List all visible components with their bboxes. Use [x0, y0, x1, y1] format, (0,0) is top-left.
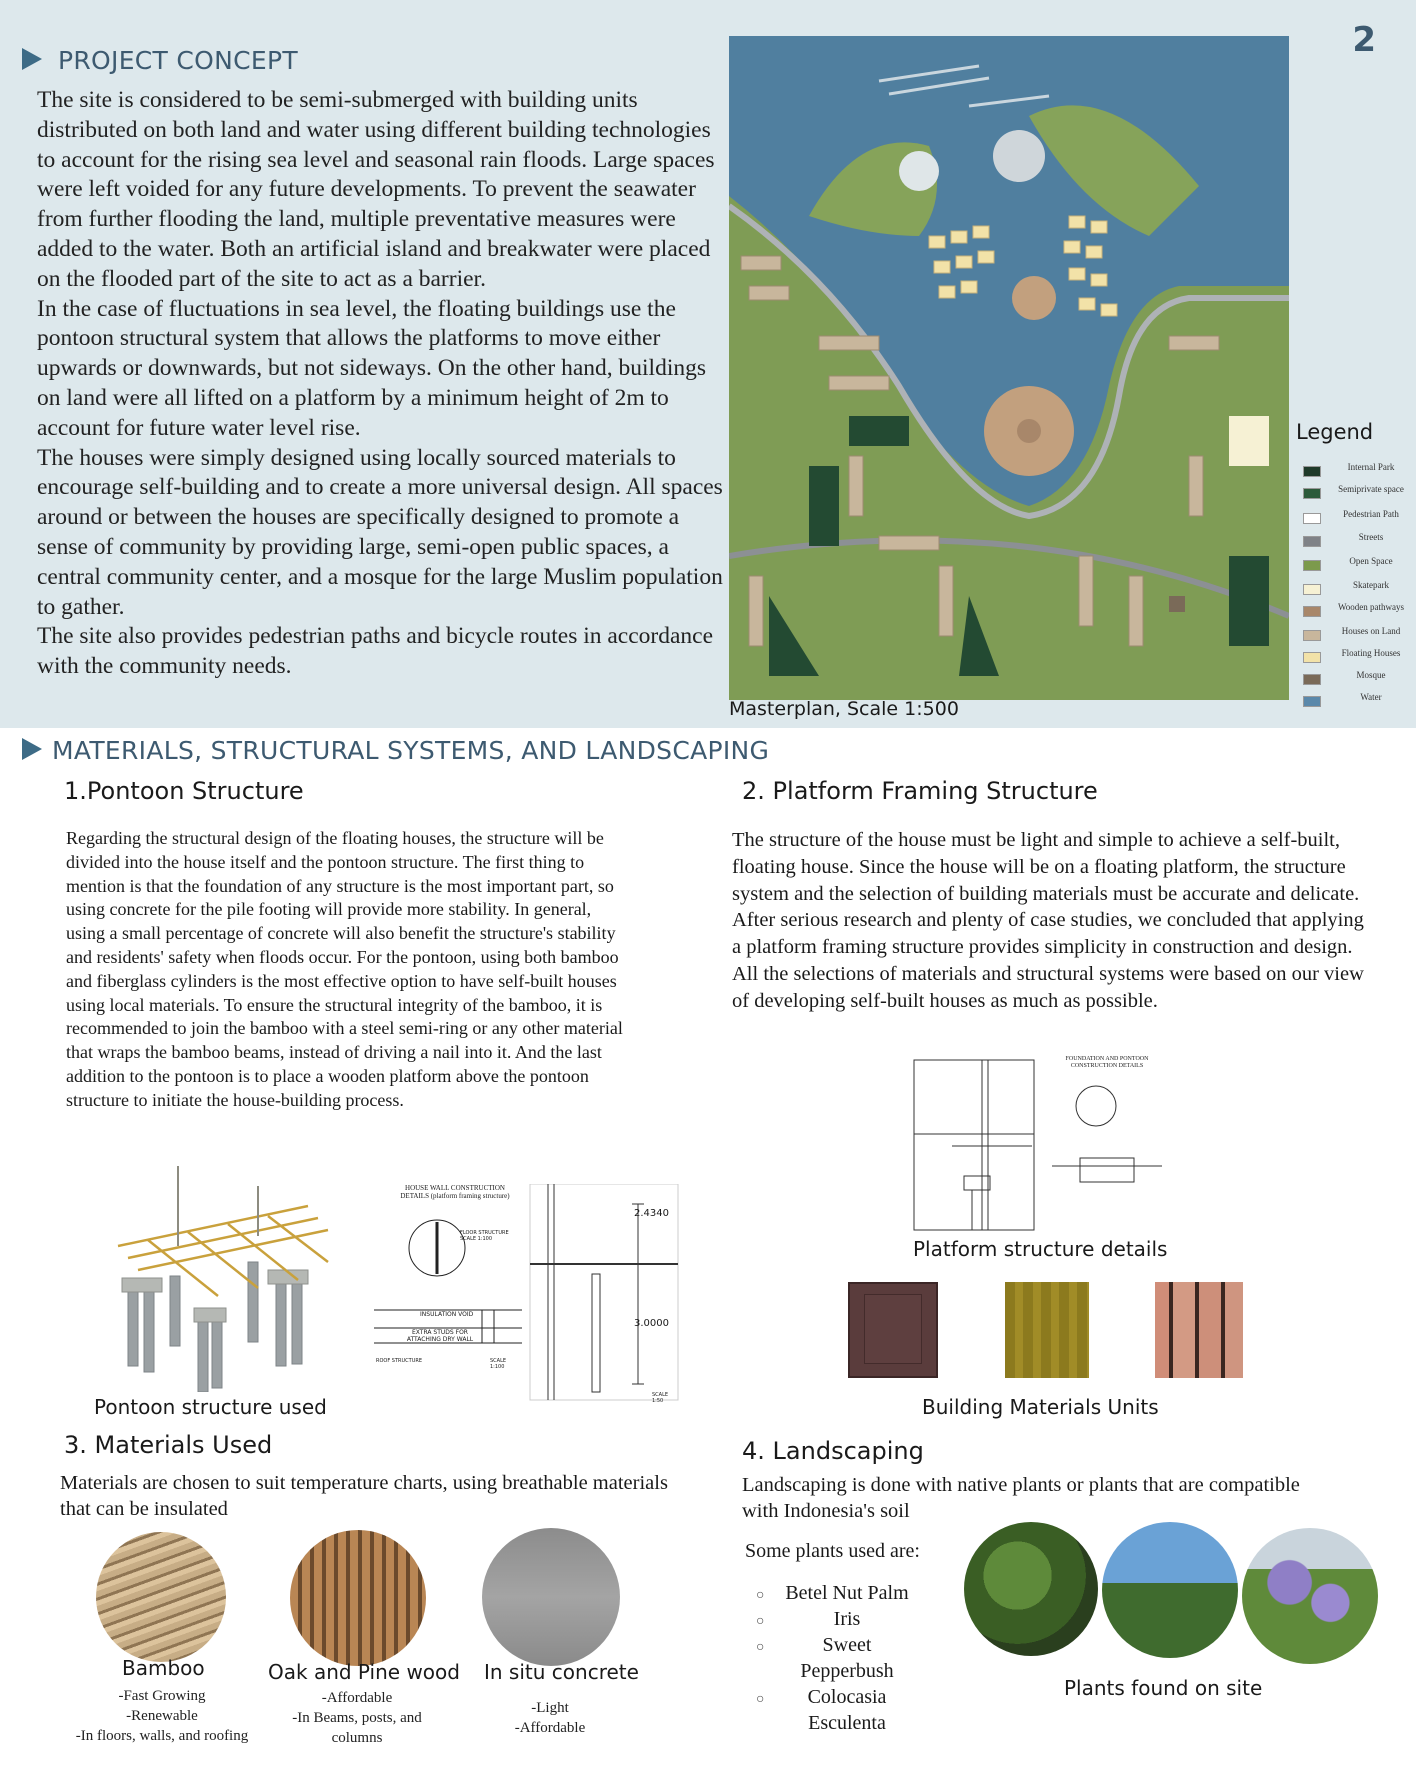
legend-swatch — [1303, 584, 1321, 595]
roof-structure-label: ROOF STRUCTURE — [376, 1358, 423, 1364]
legend-label: Pedestrian Path — [1343, 509, 1399, 519]
platform-details-drawing — [912, 1056, 1172, 1238]
legend-item — [1303, 580, 1415, 600]
legend-title: Legend — [1296, 420, 1374, 444]
material-note: -Renewable — [126, 1708, 198, 1724]
iris-photo — [1242, 1528, 1378, 1664]
material-notes — [62, 1686, 262, 1746]
platform-number: 2. — [742, 777, 765, 805]
platform-details-svg — [912, 1056, 1172, 1238]
legend-swatch — [1303, 630, 1321, 641]
material-notes — [262, 1688, 452, 1748]
bullet-icon: ○ — [756, 1640, 765, 1655]
platform-title: Platform Framing Structure — [772, 777, 1098, 805]
legend-label: Streets — [1358, 532, 1384, 542]
material-note: -In Beams, posts, and — [292, 1710, 422, 1726]
legend-label: Open Space — [1349, 556, 1393, 566]
legend-label: Semiprivate space — [1338, 484, 1404, 494]
bullet-icon: ○ — [756, 1588, 765, 1603]
material-note: -Light — [531, 1700, 569, 1716]
masterplan-caption: Masterplan, Scale 1:500 — [729, 698, 959, 720]
materials-used-title: Materials Used — [94, 1431, 273, 1459]
concept-title: PROJECT CONCEPT — [58, 46, 298, 75]
legend-swatch — [1303, 513, 1321, 524]
legend-label: Floating Houses — [1341, 648, 1401, 658]
pontoon-body: Regarding the structural design of the floating houses, the structure will be divided into the house itself and the pontoon structure. The first thing to mention is that the foundation of any structure is the most important part, so using concrete for the pile footing will provide more stability. In general, using a small percentage of concrete will also benefit the structure's stability and residents' safety when floods occur. For the pontoon, using both bamboo and fiberglass cylinders is the most effective option to have self-built houses using local materials. To ensure the structural integrity of the bamboo, it is recommended to join the bamboo with a steel semi-ring or any other material that wraps the bamboo beams, instead of driving a nail into it. And the last addition to the pontoon is to place a wooden platform above the pontoon structure to initiate the house-building process. — [66, 828, 623, 1110]
plants-list — [752, 1580, 942, 1736]
legend-item — [1303, 626, 1415, 646]
concrete-photo — [482, 1528, 620, 1666]
legend-swatch — [1303, 536, 1321, 547]
pontoon-number: 1. — [64, 777, 87, 805]
materials-used-number: 3. — [64, 1431, 87, 1459]
legend-swatch — [1303, 466, 1321, 477]
list-item — [752, 1580, 942, 1606]
material-note: columns — [331, 1730, 383, 1746]
materials-section-title: MATERIALS, STRUCTURAL SYSTEMS, AND LANDSCAPING — [52, 736, 770, 765]
section-dimension-drawing — [528, 1184, 680, 1402]
concept-paragraph: The site also provides pedestrian paths and bicycle routes in accordance with the community needs. — [37, 623, 714, 680]
material-swatch-bamboo — [1005, 1282, 1089, 1378]
legend-label: Skatepark — [1353, 580, 1389, 590]
bullet-icon: ○ — [756, 1614, 765, 1629]
legend-item — [1303, 602, 1415, 622]
pontoon-title: Pontoon Structure — [86, 777, 304, 805]
insulation-label: INSULATION VOID — [420, 1311, 474, 1318]
building-materials-caption: Building Materials Units — [922, 1395, 1159, 1419]
material-name: Bamboo — [122, 1656, 205, 1680]
masterplan-drawing — [729, 36, 1289, 700]
materials-used-intro: Materials are chosen to suit temperature charts, using breathable materials that can be insulated — [60, 1472, 668, 1520]
palm-photo — [1102, 1522, 1238, 1658]
concept-body — [37, 86, 727, 682]
material-name: Oak and Pine wood — [268, 1660, 460, 1684]
plant-name: Betel Nut Palm — [785, 1582, 909, 1604]
material-note: -In floors, walls, and roofing — [75, 1728, 249, 1744]
material-swatch-dark-wood — [848, 1282, 938, 1378]
masterplan-image — [729, 36, 1289, 700]
legend-swatch — [1303, 488, 1321, 499]
floor-structure-label — [460, 1230, 509, 1242]
bamboo-photo — [96, 1532, 226, 1662]
legend-label: Mosque — [1356, 670, 1386, 680]
legend-swatch — [1303, 652, 1321, 663]
bullet-icon: ○ — [756, 1692, 765, 1707]
floor-label-text: FLOOR STRUCTURE — [460, 1230, 509, 1236]
pontoon-heading — [64, 777, 304, 805]
material-swatch-wood-plank — [1155, 1282, 1243, 1378]
landscaping-intro: Landscaping is done with native plants or plants that are compatible with Indonesia's soil — [742, 1474, 1300, 1522]
section-marker-icon — [22, 48, 42, 70]
concept-paragraph: In the case of fluctuations in sea level, the floating buildings use the pontoon structural system that allows the platforms to move either upwards or downwards, but not sideways. On the other hand, buildings on land were all lifted on a platform by a minimum height of 2m to account for future water level rise. — [37, 295, 707, 441]
colocasia-photo — [964, 1522, 1098, 1656]
legend-label: Water — [1360, 692, 1382, 702]
wall-detail-title: HOUSE WALL CONSTRUCTION DETAILS (platform framing structure) — [400, 1184, 510, 1200]
plant-name: Pepperbush — [800, 1660, 894, 1682]
plant-name: Colocasia — [807, 1686, 887, 1708]
pontoon-structure-image — [108, 1166, 340, 1392]
legend-item — [1303, 462, 1415, 482]
materials-used-heading — [64, 1431, 272, 1459]
legend-swatch — [1303, 606, 1321, 617]
wall-detail-drawing — [372, 1178, 522, 1368]
platform-body: The structure of the house must be light and simple to achieve a self-built, floating house. Since the house will be on a floating platform, the structure system and the selection of building materials must be accurate and delicate. After serious research and plenty of case studies, we concluded that applying a platform framing structure provides simplicity in construction and design. All the selections of materials and structural systems were based on our view of developing self-built houses as much as possible. — [732, 829, 1364, 1012]
legend-swatch — [1303, 696, 1321, 707]
studs-label: EXTRA STUDS FOR ATTACHING DRY WALL — [406, 1329, 474, 1343]
pontoon-drawing — [108, 1166, 340, 1392]
foundation-details-title: FOUNDATION AND PONTOON CONSTRUCTION DETAILS — [1065, 1056, 1149, 1069]
dimension-label: 3.0000 — [634, 1318, 669, 1329]
legend-item — [1303, 556, 1415, 576]
legend-item — [1303, 670, 1415, 690]
landscaping-heading — [742, 1437, 924, 1465]
platform-details-caption: Platform structure details — [913, 1237, 1168, 1261]
legend-label: Houses on Land — [1341, 626, 1401, 636]
scale-label: SCALE 1:50 — [652, 1392, 669, 1404]
legend-label: Wooden pathways — [1337, 602, 1404, 612]
plant-name: Esculenta — [808, 1712, 886, 1734]
scale-label: SCALE 1:100 — [490, 1358, 507, 1370]
dimension-label: 2.4340 — [634, 1208, 669, 1219]
material-note: -Affordable — [514, 1720, 586, 1736]
plants-heading: Some plants used are: — [745, 1540, 920, 1562]
material-note: -Affordable — [321, 1690, 393, 1706]
plant-name: Iris — [833, 1608, 861, 1630]
legend-item — [1303, 532, 1415, 552]
wood-frame-photo — [290, 1530, 426, 1666]
legend-item — [1303, 648, 1415, 668]
legend-item — [1303, 692, 1415, 712]
material-notes — [480, 1698, 620, 1738]
page-number: 2 — [1352, 20, 1376, 60]
material-note: -Fast Growing — [118, 1688, 206, 1704]
material-name: In situ concrete — [484, 1660, 639, 1684]
legend-item — [1303, 484, 1415, 504]
list-item — [752, 1606, 942, 1632]
platform-heading — [742, 777, 1098, 805]
list-item — [752, 1684, 942, 1736]
scale-label-text: SCALE 1:100 — [460, 1236, 493, 1242]
legend-label: Internal Park — [1347, 462, 1395, 472]
landscaping-number: 4. — [742, 1437, 765, 1465]
legend-swatch — [1303, 560, 1321, 571]
section-marker-icon — [22, 738, 42, 760]
plant-name: Sweet — [822, 1634, 872, 1656]
plants-caption: Plants found on site — [1064, 1676, 1263, 1700]
pontoon-caption: Pontoon structure used — [94, 1395, 327, 1419]
legend-swatch — [1303, 674, 1321, 685]
list-item — [752, 1632, 942, 1684]
legend-item — [1303, 509, 1415, 529]
concept-paragraph: The houses were simply designed using locally sourced materials to encourage self-building and to create a more universal design. All spaces around or between the houses are specifically designed to promote a sense of community by providing large, semi-open public spaces, a central community center, and a mosque for the large Muslim population to gather. — [37, 444, 723, 620]
concept-paragraph: The site is considered to be semi-submerged with building units distributed on both land and water using different building technologies to account for the rising sea level and seasonal rain floods. Large spaces were left voided for any future developments. To prevent the seawater from further flooding the land, multiple preventative measures were added to the water. Both an artificial island and breakwater were placed on the flooded part of the site to act as a barrier. — [37, 87, 715, 292]
landscaping-title: Landscaping — [772, 1437, 924, 1465]
